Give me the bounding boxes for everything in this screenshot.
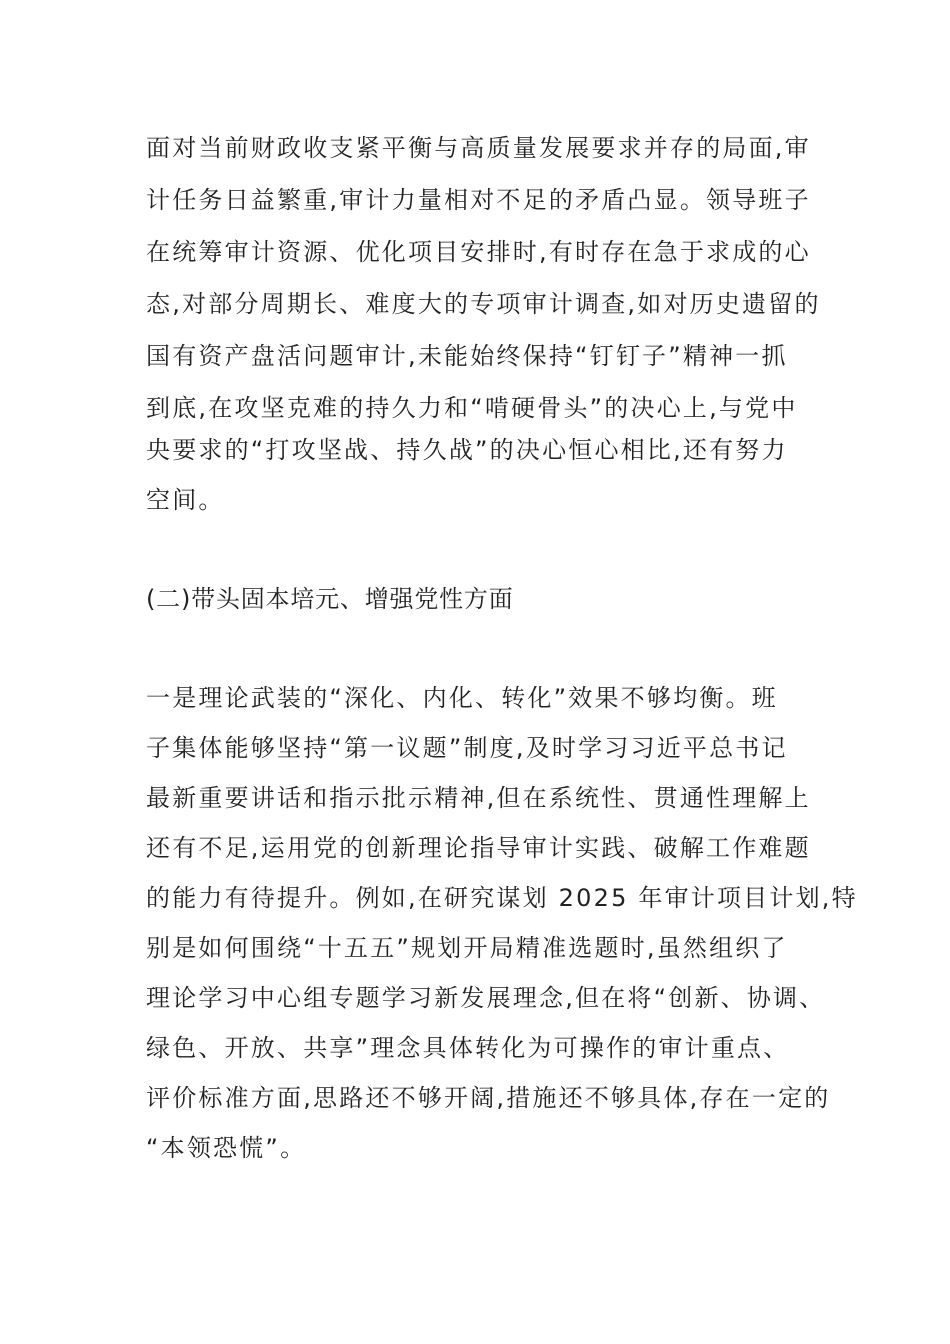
paragraph-1-line-4: 态,对部分周期长、难度大的专项审计调查,如对历史遗留的 (146, 290, 821, 318)
paragraph-2-line-10: “本领恐慌”。 (146, 1134, 307, 1162)
paragraph-1-line-1: 面对当前财政收支紧平衡与高质量发展要求并存的局面,审 (146, 134, 811, 162)
paragraph-2-line-4: 还有不足,运用党的创新理论指导审计实践、破解工作难题 (146, 834, 811, 862)
paragraph-2-line-3: 最新重要讲话和指示批示精神,但在系统性、贯通性理解上 (146, 784, 811, 812)
paragraph-1-line-2: 计任务日益繁重,审计力量相对不足的矛盾凸显。领导班子 (146, 186, 811, 214)
paragraph-1-line-3: 在统筹审计资源、优化项目安排时,有时存在急于求成的心 (146, 238, 811, 266)
paragraph-2-line-6: 别是如何围绕“十五五”规划开局精准选题时,虽然组织了 (146, 934, 788, 962)
paragraph-2-line-7: 理论学习中心组专题学习新发展理念,但在将“创新、协调、 (146, 984, 826, 1012)
paragraph-2-line-8: 绿色、开放、共享”理念具体转化为可操作的审计重点、 (146, 1034, 790, 1062)
section-heading: (二)带头固本培元、增强党性方面 (146, 585, 514, 613)
paragraph-2-line-9: 评价标准方面,思路还不够开阔,措施还不够具体,存在一定的 (146, 1084, 831, 1112)
paragraph-1-line-6: 到底,在攻坚克难的持久力和“啃硬骨头”的决心上,与党中 (146, 394, 798, 422)
paragraph-1-line-8: 空间。 (146, 486, 225, 514)
paragraph-2-line-2: 子集体能够坚持“第一议题”制度,及时学习习近平总书记 (146, 734, 788, 762)
paragraph-2-line-1: 一是理论武装的“深化、内化、转化”效果不够均衡。班 (146, 684, 778, 712)
paragraph-1-line-5: 国有资产盘活问题审计,未能始终保持“钉钉子”精神一抓 (146, 342, 788, 370)
paragraph-1-line-7: 央要求的“打攻坚战、持久战”的决心恒心相比,还有努力 (146, 436, 788, 464)
paragraph-2-line-5: 的能力有待提升。例如,在研究谋划 2025 年审计项目计划,特 (146, 884, 858, 912)
